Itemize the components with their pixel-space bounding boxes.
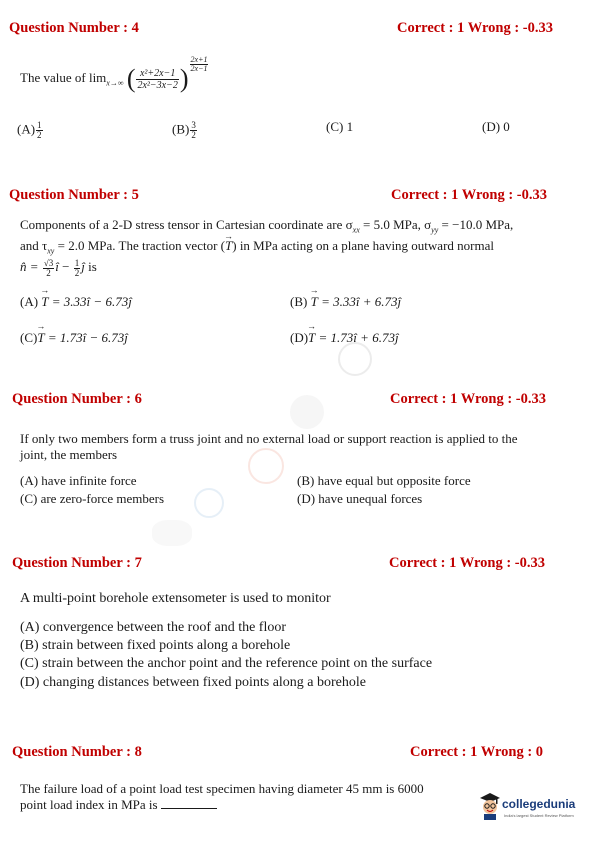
logo-name: collegedunia bbox=[502, 797, 576, 811]
q5-line-2b: = 2.0 MPa. The traction vector ( bbox=[54, 238, 225, 253]
q7-option-b[interactable]: (B) strain between fixed points along a borehole bbox=[20, 638, 291, 653]
q5-sub-xy: xy bbox=[47, 246, 55, 256]
q5-line-1 bbox=[20, 216, 513, 239]
watermark-stamp-3 bbox=[248, 448, 284, 484]
watermark-stamp-5 bbox=[152, 520, 192, 546]
q5-frac-sqrt3-den: 2 bbox=[46, 267, 51, 278]
collegedunia-logo bbox=[478, 790, 590, 824]
watermark-stamp-2 bbox=[290, 395, 324, 429]
q5-option-b[interactable] bbox=[290, 294, 401, 310]
q4-left-paren: ( bbox=[126, 64, 136, 93]
q4-option-b-num: 3 bbox=[191, 120, 196, 130]
q8-line-1: The failure load of a point load test specimen having diameter 45 mm is 6000 bbox=[20, 781, 424, 796]
q5-is: is bbox=[84, 259, 97, 274]
q4-denominator: 2x²−3x−2 bbox=[137, 79, 178, 91]
q8-marks: Correct : 1 Wrong : 0 bbox=[410, 744, 544, 760]
q5-line-2 bbox=[20, 237, 494, 260]
q5-title: Question Number : 5 bbox=[9, 187, 139, 203]
q4-option-b-label: (B) bbox=[172, 121, 190, 137]
q4-text: The value of bbox=[20, 69, 86, 85]
q4-option-a[interactable] bbox=[17, 121, 44, 140]
q5-frac-sqrt3 bbox=[43, 259, 54, 278]
q5-option-a-eq: = 3.33î − 6.73ĵ bbox=[48, 294, 132, 309]
q5-option-c[interactable] bbox=[20, 330, 128, 346]
q5-option-a-t: → T bbox=[41, 294, 48, 310]
q5-option-d-label: (D) bbox=[290, 330, 309, 345]
q5-marks: Correct : 1 Wrong : -0.33 bbox=[391, 187, 547, 203]
q5-line-2c: ) in MPa acting on a plane having outward normal bbox=[232, 238, 494, 253]
q8-title: Question Number : 8 bbox=[12, 744, 142, 760]
q6-marks: Correct : 1 Wrong : -0.33 bbox=[390, 391, 546, 407]
q5-option-b-t: → T bbox=[311, 294, 318, 310]
q6-option-b[interactable]: (B) have equal but opposite force bbox=[297, 473, 471, 488]
q4-exp-den: 2x−1 bbox=[190, 64, 208, 73]
q5-line-1a: Components of a 2-D stress tensor in Cartesian coordinate are σ bbox=[20, 217, 353, 232]
q8-line-2-text: point load index in MPa is bbox=[20, 797, 158, 812]
q4-option-b[interactable] bbox=[172, 121, 198, 140]
q7-option-c[interactable]: (C) strain between the anchor point and the reference point on the surface bbox=[20, 656, 433, 671]
q4-option-c-label: (C) bbox=[326, 119, 344, 134]
q7-line-1: A multi-point borehole extensometer is used to monitor bbox=[20, 591, 331, 606]
q4-option-c[interactable] bbox=[326, 119, 353, 135]
q5-option-a-label: (A) bbox=[20, 294, 39, 309]
q5-option-b-eq: = 3.33î + 6.73ĵ bbox=[317, 294, 402, 309]
q4-option-d-value: 0 bbox=[503, 119, 510, 134]
q4-question bbox=[20, 55, 209, 93]
q4-option-c-value: 1 bbox=[346, 119, 354, 134]
q5-option-b-label: (B) bbox=[290, 294, 308, 309]
q7-option-d[interactable]: (D) changing distances between fixed points along a borehole bbox=[20, 675, 367, 690]
q5-frac-half bbox=[74, 259, 81, 278]
q4-numerator: x²+2x−1 bbox=[136, 68, 178, 80]
q4-right-paren: ) bbox=[179, 64, 189, 93]
watermark-stamp-1 bbox=[338, 342, 372, 376]
mascot-icon bbox=[478, 790, 502, 820]
q5-j-hat: ĵ bbox=[81, 259, 85, 274]
q4-option-a-den: 2 bbox=[37, 130, 42, 140]
q8-answer-blank bbox=[161, 798, 217, 809]
q5-option-c-label: (C) bbox=[20, 330, 38, 345]
q5-option-c-eq: = 1.73î − 6.73ĵ bbox=[44, 330, 128, 345]
q6-title: Question Number : 6 bbox=[12, 391, 142, 407]
q7-title: Question Number : 7 bbox=[12, 555, 142, 571]
q5-frac-half-num: 1 bbox=[74, 257, 80, 268]
q5-line-1c: = −10.0 MPa, bbox=[438, 217, 514, 232]
q6-option-a[interactable]: (A) have infinite force bbox=[20, 473, 137, 488]
q5-traction-symbol: → T bbox=[225, 237, 232, 254]
q5-line-1b: = 5.0 MPa, σ bbox=[359, 217, 432, 232]
q5-sub-yy: yy bbox=[431, 225, 439, 235]
watermark-stamp-4 bbox=[194, 488, 224, 518]
q5-i-hat: î bbox=[55, 259, 59, 274]
q4-lim: lim bbox=[88, 69, 107, 85]
logo-tagline: India's largest Student Review Platform bbox=[504, 813, 574, 818]
q8-line-2 bbox=[20, 796, 217, 813]
q4-option-b-frac bbox=[190, 121, 197, 140]
q5-option-c-t: → T bbox=[37, 330, 44, 346]
q4-marks: Correct : 1 Wrong : -0.33 bbox=[397, 20, 553, 36]
q4-option-b-den: 2 bbox=[191, 130, 196, 140]
q4-exp-num: 2x+1 bbox=[190, 55, 208, 64]
q5-option-d-t: → T bbox=[308, 330, 315, 346]
q4-option-d-label: (D) bbox=[482, 119, 501, 134]
q4-option-a-frac bbox=[36, 121, 43, 140]
q5-frac-half-den: 2 bbox=[74, 267, 80, 278]
q6-option-c[interactable]: (C) are zero-force members bbox=[20, 491, 164, 506]
q5-line-3: n̂ = $\frac{√3}{2}$ î − $\frac{1}{2}$ ĵ is bbox=[20, 257, 97, 278]
q5-sub-xx: xx bbox=[352, 225, 360, 235]
q4-option-a-num: 1 bbox=[37, 120, 42, 130]
q6-line-1: If only two members form a truss joint and no external load or support reaction is applied to the bbox=[20, 431, 518, 446]
q4-option-d[interactable] bbox=[482, 119, 510, 135]
q7-marks: Correct : 1 Wrong : -0.33 bbox=[389, 555, 545, 571]
q5-line-2a: and τ bbox=[20, 238, 48, 253]
q6-line-2: joint, the members bbox=[20, 447, 118, 462]
q5-normal-symbol: n̂ = bbox=[20, 259, 42, 274]
q7-option-a[interactable]: (A) convergence between the roof and the floor bbox=[20, 620, 287, 635]
q4-option-a-label: (A) bbox=[17, 121, 36, 137]
q4-title: Question Number : 4 bbox=[9, 20, 139, 36]
q4-exponent bbox=[190, 56, 209, 73]
q4-lim-sub: x→∞ bbox=[106, 78, 124, 88]
q5-option-d[interactable] bbox=[290, 330, 399, 346]
q6-option-d[interactable]: (D) have unequal forces bbox=[297, 491, 423, 506]
q5-option-d-eq: = 1.73î + 6.73ĵ bbox=[315, 330, 399, 345]
q4-main-fraction bbox=[136, 68, 178, 91]
q5-frac-sqrt3-num: √3 bbox=[43, 257, 54, 268]
q5-option-a[interactable] bbox=[20, 294, 132, 310]
